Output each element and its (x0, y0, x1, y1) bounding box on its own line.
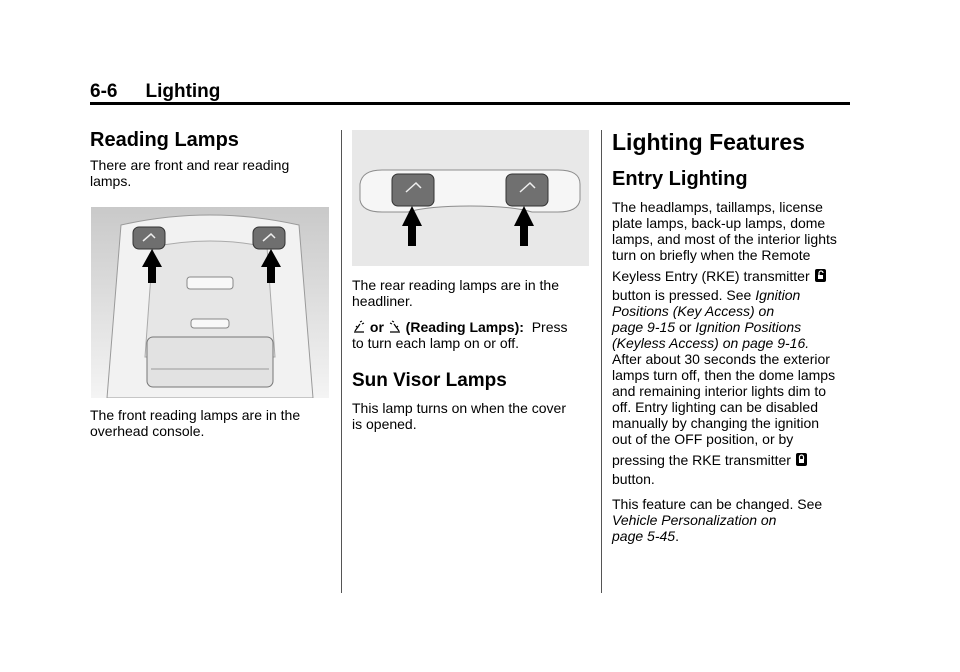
unlock-icon (814, 268, 827, 283)
lighting-features-heading: Lighting Features (612, 129, 805, 155)
header-rule (90, 102, 850, 105)
reading-lamps-heading: Reading Lamps (90, 129, 239, 151)
entry-lighting-text-cont: Keyless Entry (RKE) transmitter (612, 268, 857, 284)
page-header (90, 82, 850, 106)
console-drawing (91, 207, 329, 398)
sun-visor-heading: Sun Visor Lamps (352, 370, 507, 391)
entry-lighting-button-word: button. (612, 471, 655, 487)
rear-lamps-caption: The rear reading lamps are in the headliner. (352, 277, 559, 309)
reading-lamps-intro: There are front and rear reading lamps. (90, 157, 290, 189)
ignition-link[interactable]: Ignition (755, 287, 801, 303)
column-rear-lamps (352, 277, 590, 432)
entry-lighting-text-refs: button is pressed. See Ignition Positions (Key Access) on page 9-15 or Ignition Positions (Keyless Access) on page 9-16. After about 30 seconds the exterior lamps turn off, then the dome lamps and remaining interior lights dim to off. Entry lighting can be disabled manually by changing the ignition out of the OFF position, or by (612, 287, 836, 447)
reading-lamps-instruction: or (Reading Lamps): Press to turn each lamp on or off. (352, 319, 568, 351)
reading-lamp-left-icon (352, 320, 366, 334)
entry-lighting-text: The headlamps, taillamps, license plate lamps, back-up lamps, dome lamps, and most of the interior lights turn on briefly when the Remote (612, 199, 837, 263)
vehicle-personalization-link[interactable]: Vehicle Personalization on (612, 512, 777, 528)
column-divider (341, 130, 342, 593)
section-number: 6-6 (90, 81, 118, 102)
sun-visor-text: This lamp turns on when the cover is opened. (352, 400, 566, 432)
rear-headliner-illustration (352, 130, 589, 266)
front-overhead-console-illustration (91, 207, 329, 398)
front-lamps-caption-block (90, 407, 330, 439)
personalization-note: This feature can be changed. See Vehicle Personalization on page 5-45. (612, 496, 823, 544)
column-lighting-features (612, 128, 857, 544)
column-divider (601, 130, 602, 593)
header-title (90, 82, 850, 102)
entry-lighting-heading: Entry Lighting (612, 168, 748, 190)
lock-icon (795, 452, 808, 467)
headliner-drawing (352, 130, 589, 266)
chapter-title: Lighting (145, 81, 221, 102)
front-lamps-caption: The front reading lamps are in the overhead console. (90, 407, 301, 439)
reading-lamp-right-icon (388, 320, 402, 334)
entry-lighting-lock-line: pressing the RKE transmitter (612, 452, 857, 468)
